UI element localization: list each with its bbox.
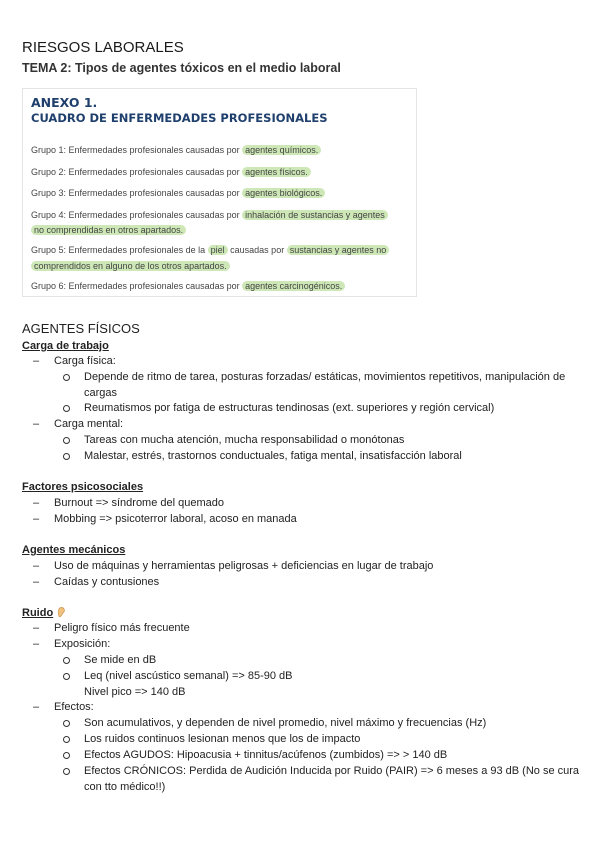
annex-group-1: Grupo 1: Enfermedades profesionales causadas por agentes químicos. [31,143,321,158]
list-item: Efectos AGUDOS: Hipoacusia + tinnitus/acúfenos (zumbidos) => > 140 dB [84,749,448,761]
bullet-circle [63,437,70,444]
section-agentes-fisicos: AGENTES FÍSICOS [22,321,140,336]
annex-group-4-cont: no comprendidas en otros apartados. [31,223,186,238]
list-item: con tto médico!!) [84,781,166,793]
bullet-circle [63,752,70,759]
list-item: Burnout => síndrome del quemado [54,497,225,509]
list-item: Reumatismos por fatiga de estructuras tendinosas (ext. superiores y región cervical) [84,402,495,414]
page-subtitle: TEMA 2: Tipos de agentes tóxicos en el medio laboral [22,61,341,75]
list-item: Uso de máquinas y herramientas peligrosas + deficiencias en lugar de trabajo [54,560,434,572]
ear-emoji-icon [57,606,66,618]
heading-factores-psicosociales: Factores psicosociales [22,481,144,493]
dash-bullet: – [33,576,40,588]
annex-image-box [22,88,417,297]
dash-bullet: – [33,638,40,650]
page-title: RIESGOS LABORALES [22,39,184,56]
annex-group-2: Grupo 2: Enfermedades profesionales causadas por agentes físicos. [31,165,311,180]
bullet-circle [63,736,70,743]
dash-bullet: – [33,622,40,634]
bullet-circle [63,673,70,680]
bullet-circle [63,768,70,775]
annex-group-6: Grupo 6: Enfermedades profesionales causadas por agentes carcinogénicos. [31,279,345,294]
heading-ruido: Ruido [22,606,66,619]
annex-group-5-cont: comprendidos en alguno de los otros apartados. [31,259,230,274]
list-item: Se mide en dB [84,654,157,666]
list-item: Son acumulativos, y dependen de nivel promedio, nivel máximo y frecuencias (Hz) [84,717,487,729]
annex-subheading: CUADRO DE ENFERMEDADES PROFESIONALES [31,111,328,125]
list-item: Leq (nivel ascústico semanal) => 85-90 dB [84,670,293,682]
bullet-circle [63,374,70,381]
annex-group-3: Grupo 3: Enfermedades profesionales causadas por agentes biológicos. [31,186,325,201]
bullet-circle [63,657,70,664]
annex-group-4: Grupo 4: Enfermedades profesionales causadas por inhalación de sustancias y agentes [31,208,388,223]
dash-bullet: – [33,418,40,430]
bullet-circle [63,453,70,460]
dash-bullet: – [33,497,40,509]
dash-bullet: – [33,513,40,525]
list-item: Efectos: [54,701,94,713]
list-item: cargas [84,387,118,399]
annex-group-5: Grupo 5: Enfermedades profesionales de la piel causadas por sustancias y agentes no [31,243,389,258]
bullet-circle [63,720,70,727]
list-item: Los ruidos continuos lesionan menos que los de impacto [84,733,361,745]
list-item: Exposición: [54,638,111,650]
list-item: Depende de ritmo de tarea, posturas forzadas/ estáticas, movimientos repetitivos, manipulación de [84,371,566,383]
bullet-circle [63,405,70,412]
list-item: Peligro físico más frecuente [54,622,190,634]
list-item: Carga física: [54,355,116,367]
list-item: Mobbing => psicoterror laboral, acoso en manada [54,513,297,525]
list-item: Efectos CRÓNICOS: Perdida de Audición Inducida por Ruido (PAIR) => 6 meses a 93 dB (No se cura [84,765,580,777]
dash-bullet: – [33,560,40,572]
dash-bullet: – [33,701,40,713]
annex-heading: ANEXO 1. [31,95,98,110]
list-item: Nivel pico => 140 dB [84,686,186,698]
dash-bullet: – [33,355,40,367]
list-item: Tareas con mucha atención, mucha responsabilidad o monótonas [84,434,405,446]
heading-carga-trabajo: Carga de trabajo [22,340,109,352]
list-item: Carga mental: [54,418,124,430]
heading-agentes-mecanicos: Agentes mecánicos [22,544,126,556]
list-item: Caídas y contusiones [54,576,160,588]
list-item: Malestar, estrés, trastornos conductuales, fatiga mental, insatisfacción laboral [84,450,462,462]
